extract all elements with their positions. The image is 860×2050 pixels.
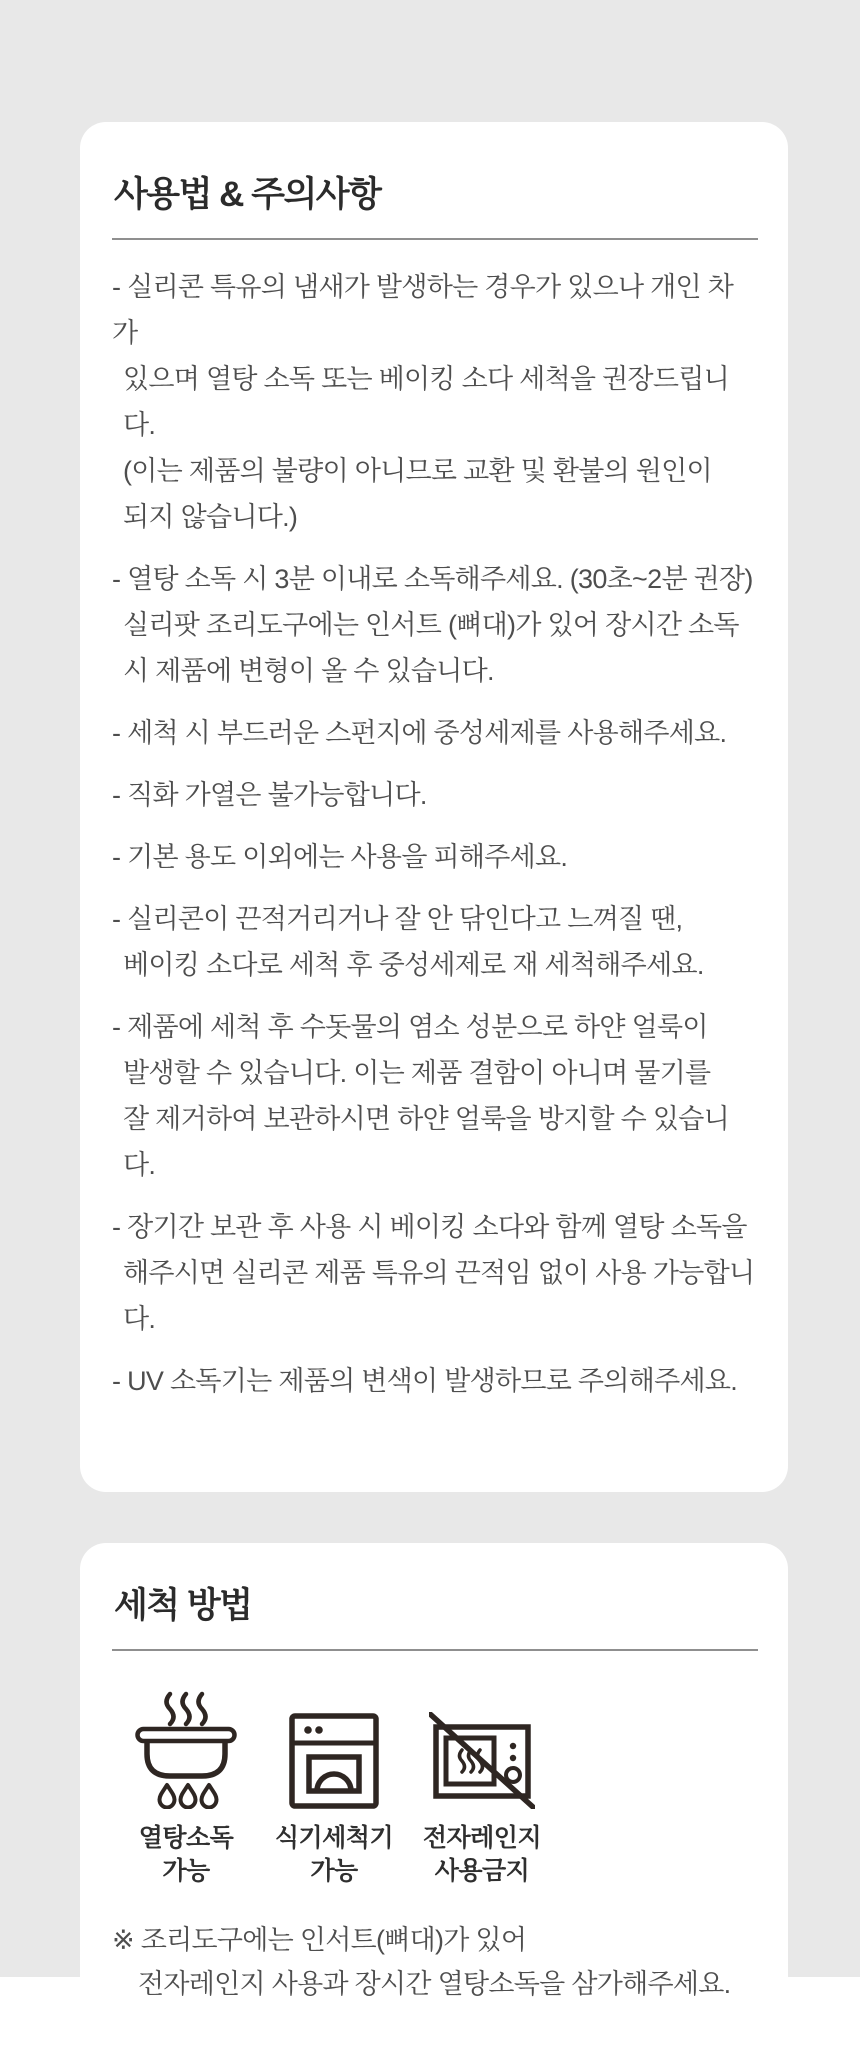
- wash-method-dishwasher: [260, 1681, 408, 1888]
- note-line: 해주시면 실리콘 제품 특유의 끈적임 없이 사용 가능합니다.: [123, 1258, 755, 1334]
- usage-note: [112, 772, 758, 818]
- note-line: - 실리콘이 끈적거리거나 잘 안 닦인다고 느껴질 땐,: [112, 904, 683, 934]
- title-divider: [112, 238, 758, 240]
- usage-note: [112, 556, 758, 694]
- note-line: - 열탕 소독 시 3분 이내로 소독해주세요. (30초~2분 권장): [112, 564, 753, 594]
- wash-footnote: [112, 1918, 758, 2006]
- usage-card-title: 사용법 & 주의사항: [114, 175, 381, 214]
- usage-cautions-card: [80, 122, 788, 1492]
- footnote-line: ※ 조리도구에는 인서트(뼈대)가 있어: [112, 1925, 527, 1955]
- note-line: (이는 제품의 불량이 아니므로 교환 및 환불의 원인이: [123, 456, 712, 486]
- usage-note: [112, 1204, 758, 1342]
- dishwasher-icon: [289, 1681, 379, 1809]
- note-line: 실리팟 조리도구에는 인서트 (뼈대)가 있어 장시간 소독: [123, 610, 739, 640]
- title-divider: [112, 1649, 758, 1651]
- note-line: 베이킹 소다로 세척 후 중성세제로 재 세척해주세요.: [123, 950, 704, 980]
- boiling-pot-icon: [135, 1681, 237, 1809]
- note-line: 발생할 수 있습니다. 이는 제품 결함이 아니며 물기를: [123, 1058, 711, 1088]
- wash-method-microwave: [408, 1681, 556, 1888]
- wash-method-label: 전자레인지 사용금지: [422, 1824, 542, 1885]
- note-line: - 기본 용도 이외에는 사용을 피해주세요.: [112, 842, 568, 872]
- wash-method-card: [80, 1543, 788, 2050]
- microwave-prohibited-icon: [429, 1681, 535, 1809]
- note-line: 시 제품에 변형이 올 수 있습니다.: [123, 656, 494, 686]
- usage-notes-list: [112, 264, 758, 1404]
- wash-method-boiling: [112, 1681, 260, 1888]
- note-line: - 직화 가열은 불가능합니다.: [112, 780, 427, 810]
- usage-note: [112, 896, 758, 988]
- usage-note: [112, 834, 758, 880]
- footnote-line: 전자레인지 사용과 장시간 열탕소독을 삼가해주세요.: [138, 1969, 731, 1999]
- note-line: 잘 제거하여 보관하시면 하얀 얼룩을 방지할 수 있습니다.: [123, 1104, 730, 1180]
- wash-methods-row: [112, 1681, 758, 1888]
- wash-method-label: 열탕소독 가능: [138, 1824, 234, 1885]
- usage-note: [112, 264, 758, 540]
- usage-note: [112, 1004, 758, 1188]
- note-line: - 실리콘 특유의 냄새가 발생하는 경우가 있으나 개인 차가: [112, 272, 734, 348]
- wash-card-title: 세척 방법: [114, 1586, 252, 1625]
- wash-method-label: 식기세척기 가능: [274, 1824, 394, 1885]
- usage-note: [112, 1358, 758, 1404]
- note-line: - UV 소독기는 제품의 변색이 발생하므로 주의해주세요.: [112, 1366, 738, 1396]
- note-line: - 제품에 세척 후 수돗물의 염소 성분으로 하얀 얼룩이: [112, 1012, 708, 1042]
- note-line: 되지 않습니다.): [123, 502, 298, 532]
- note-line: - 세척 시 부드러운 스펀지에 중성세제를 사용해주세요.: [112, 718, 727, 748]
- usage-note: [112, 710, 758, 756]
- note-line: - 장기간 보관 후 사용 시 베이킹 소다와 함께 열탕 소독을: [112, 1212, 747, 1242]
- note-line: 있으며 열탕 소독 또는 베이킹 소다 세척을 권장드립니다.: [123, 364, 730, 440]
